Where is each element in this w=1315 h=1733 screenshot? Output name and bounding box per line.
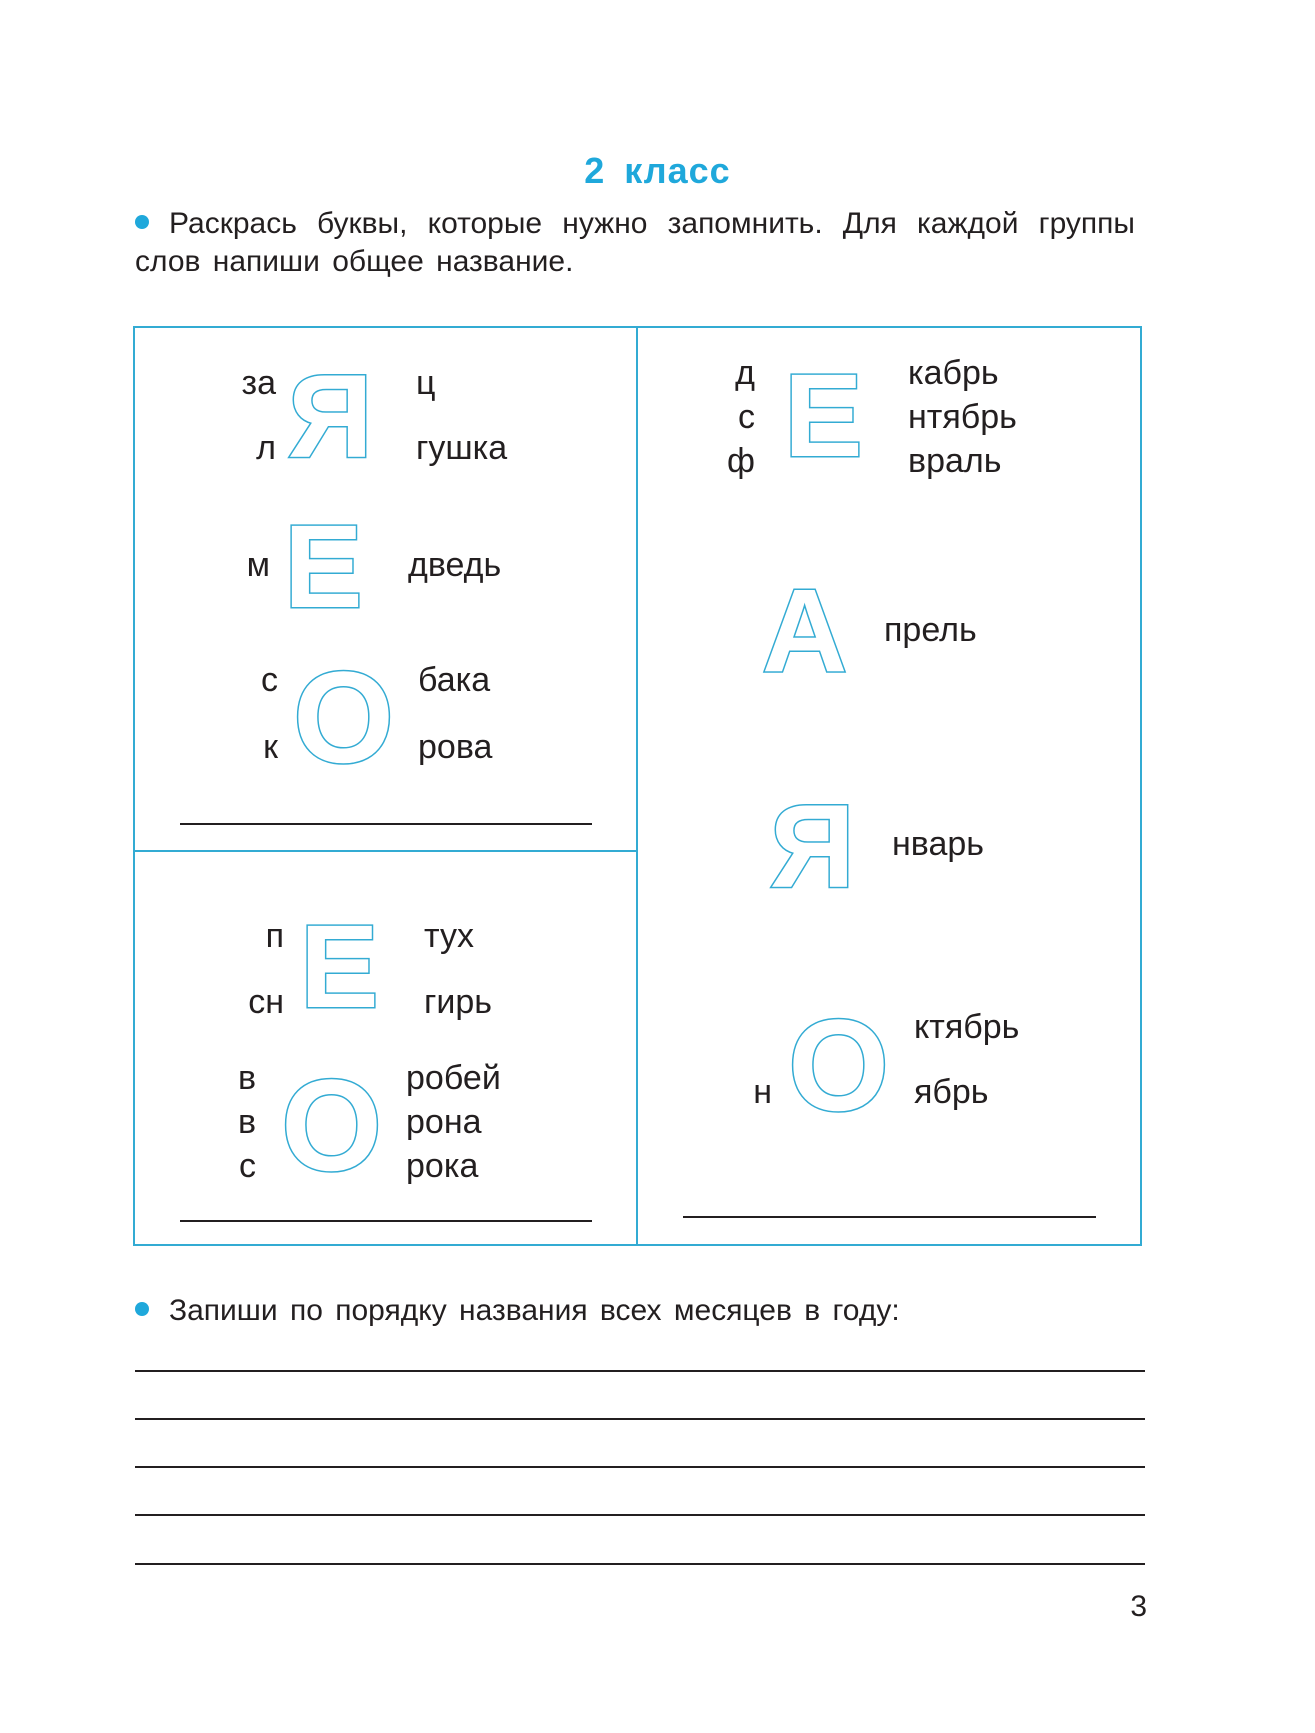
- outline-letter-ya[interactable]: Я: [770, 781, 855, 913]
- writing-line[interactable]: [135, 1370, 1145, 1372]
- outline-letter-o[interactable]: О: [293, 644, 395, 790]
- word-part: в: [237, 1103, 256, 1141]
- outline-letter-e[interactable]: Е: [300, 901, 379, 1033]
- word-part: м: [246, 546, 270, 584]
- page-title: 2 класс: [584, 150, 731, 191]
- outline-letter-e[interactable]: Е: [784, 350, 863, 482]
- writing-line[interactable]: [135, 1418, 1145, 1420]
- word-part: тух: [424, 917, 474, 955]
- word-part: в: [237, 1059, 256, 1097]
- task1-text: Раскрась буквы, которые нужно запомнить. Для каждой группы слов напиши общее название.: [135, 207, 1135, 278]
- word-part: дведь: [408, 546, 502, 584]
- word-part: ц: [416, 364, 436, 402]
- outline-letter-a[interactable]: А: [762, 565, 848, 697]
- bullet-icon: [135, 1302, 149, 1316]
- answer-line[interactable]: [180, 823, 592, 825]
- word-part: кабрь: [908, 354, 999, 392]
- word-part: п: [265, 917, 284, 955]
- word-part: враль: [908, 442, 1002, 480]
- word-part: нварь: [892, 825, 984, 863]
- page-number: 3: [1130, 1590, 1147, 1623]
- word-part: нтябрь: [908, 398, 1017, 436]
- outline-letter-o[interactable]: О: [281, 1052, 383, 1198]
- word-part: с: [239, 1147, 256, 1185]
- writing-line[interactable]: [135, 1514, 1145, 1516]
- word-part: с: [261, 661, 278, 699]
- word-part: ф: [727, 442, 755, 480]
- task2-text: Запиши по порядку названия всех месяцев в году:: [169, 1294, 900, 1327]
- word-part: бака: [418, 661, 491, 699]
- task1-instruction: [135, 205, 1135, 281]
- word-part: рона: [406, 1103, 482, 1141]
- word-part: д: [735, 354, 755, 392]
- bullet-icon: [135, 215, 149, 229]
- word-part: с: [738, 398, 755, 436]
- word-part: рова: [418, 728, 493, 766]
- word-part: гирь: [424, 983, 493, 1021]
- frame-divider-vertical: [636, 326, 638, 1246]
- word-part: сн: [248, 983, 284, 1021]
- outline-letter-ya[interactable]: Я: [288, 351, 373, 483]
- writing-line[interactable]: [135, 1563, 1145, 1565]
- answer-line[interactable]: [683, 1216, 1096, 1218]
- word-part: ябрь: [914, 1073, 989, 1111]
- word-part: робей: [406, 1059, 501, 1097]
- word-part: гушка: [416, 429, 508, 467]
- word-part: рока: [406, 1147, 479, 1185]
- word-part: н: [753, 1073, 772, 1111]
- word-part: прель: [884, 611, 977, 649]
- frame-divider-horizontal: [133, 850, 637, 852]
- answer-line[interactable]: [180, 1220, 592, 1222]
- outline-letter-o[interactable]: О: [788, 992, 890, 1138]
- word-part: к: [263, 728, 278, 766]
- word-part: ктябрь: [914, 1008, 1020, 1046]
- outline-letter-e[interactable]: Е: [284, 501, 363, 633]
- word-part: л: [256, 429, 276, 467]
- word-part: за: [241, 364, 276, 402]
- task2-instruction: [135, 1292, 1135, 1330]
- writing-line[interactable]: [135, 1466, 1145, 1468]
